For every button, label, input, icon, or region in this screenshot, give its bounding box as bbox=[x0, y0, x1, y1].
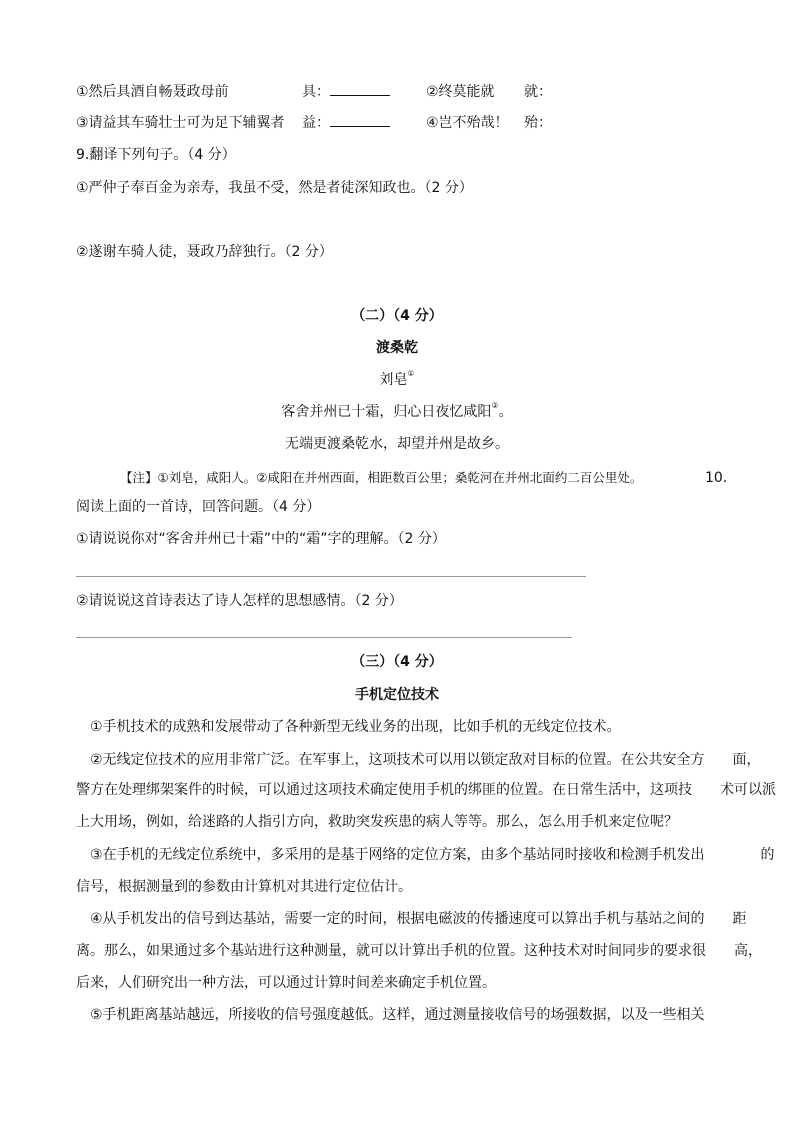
poem-author: 刘皂① bbox=[379, 369, 415, 388]
paragraph-4-line-2: 离。那么，如果通过多个基站进行这种测量，就可以计算出手机的位置。这种技术对时间同步的要求很 高， bbox=[76, 943, 762, 959]
q8-item-3: ③请益其车骑壮士可为足下辅翼者 bbox=[76, 115, 285, 131]
paragraph-3-line-2: 信号，根据测量到的参数由计算机对其进行定位估计。 bbox=[76, 879, 412, 895]
q8-key-1: 具： bbox=[302, 82, 330, 102]
footnote-mark-1: ① bbox=[407, 369, 415, 378]
q10-question-2: ②请说说这首诗表达了诗人怎样的思想感情。（2 分） bbox=[76, 593, 403, 609]
paragraph-5-line-1: ⑤手机距离基站越远，所接收的信号强度越低。这样，通过测量接收信号的场强数据，以及一些相关 bbox=[90, 1007, 705, 1023]
poem-line-2: 无端更渡桑乾水，却望并州是故乡。 bbox=[285, 436, 509, 452]
q8-key-2: 就： bbox=[524, 84, 552, 100]
answer-blank-1[interactable] bbox=[330, 82, 390, 96]
q9-sentence-2: ②遂谢车骑人徒，聂政乃辞独行。（2 分） bbox=[76, 244, 333, 260]
section-3-heading: （三）（4 分） bbox=[351, 654, 443, 670]
poem-notes: 【注】①刘皂，咸阳人。②咸阳在并州西面，相距数百公里；桑乾河在并州北面约二百公里处。 bbox=[120, 470, 643, 485]
q10-number: 10. bbox=[705, 470, 728, 486]
answer-line-1[interactable] bbox=[76, 576, 586, 577]
q10-question-1: ①请说说你对“客舍并州已十霜”中的“霜”字的理解。（2 分） bbox=[76, 531, 446, 547]
paragraph-2-line-2: 警方在处理绑架案件的时候，可以通过这项技术确定使用手机的绑匪的位置。在日常生活中，这项技 术可以派 bbox=[76, 782, 776, 798]
q8-key-3: 益： bbox=[302, 113, 330, 133]
poem-line-1: 客舍并州已十霜，归心日夜忆咸阳②。 bbox=[281, 401, 513, 420]
q8-item-1: ①然后具酒自畅聂政母前 bbox=[76, 84, 229, 100]
q9-title: 9.翻译下列句子。（4 分） bbox=[76, 147, 236, 163]
paragraph-3-line-1: ③在手机的无线定位系统中，多采用的是基于网络的定位方案，由多个基站同时接收和检测手机发出 的 bbox=[90, 847, 775, 863]
article-title: 手机定位技术 bbox=[355, 687, 439, 703]
q8-item-4: ④岂不殆哉！ bbox=[426, 115, 509, 131]
section-2-heading: （二）（4 分） bbox=[351, 308, 443, 324]
footnote-mark-2: ② bbox=[491, 401, 499, 410]
q10-instruction: 阅读上面的一首诗，回答问题。（4 分） bbox=[76, 499, 321, 515]
paragraph-2-line-1: ②无线定位技术的应用非常广泛。在军事上，这项技术可以用以锁定敌对目标的位置。在公共安全方 面， bbox=[90, 752, 761, 768]
paragraph-1: ①手机技术的成熟和发展带动了各种新型无线业务的出现，比如手机的无线定位技术。 bbox=[90, 719, 621, 735]
paragraph-2-line-3: 上大用场，例如，给迷路的人指引方向，救助突发疾患的病人等等。那么，怎么用手机来定位呢？ bbox=[76, 814, 678, 830]
q8-key-4: 殆： bbox=[524, 115, 552, 131]
paragraph-4-line-1: ④从手机发出的信号到达基站，需要一定的时间，根据电磁波的传播速度可以算出手机与基站之间的 距 bbox=[90, 911, 747, 927]
answer-blank-2[interactable] bbox=[330, 113, 390, 127]
q9-sentence-1: ①严仲子奉百金为亲寿，我虽不受，然是者徒深知政也。（2 分） bbox=[76, 180, 473, 196]
poem-title: 渡桑乾 bbox=[376, 340, 418, 356]
paragraph-4-line-3: 后来，人们研究出一种方法，可以通过计算时间差来确定手机位置。 bbox=[76, 975, 496, 991]
answer-line-2[interactable] bbox=[76, 637, 572, 638]
q8-item-2: ②终莫能就 bbox=[426, 84, 495, 100]
